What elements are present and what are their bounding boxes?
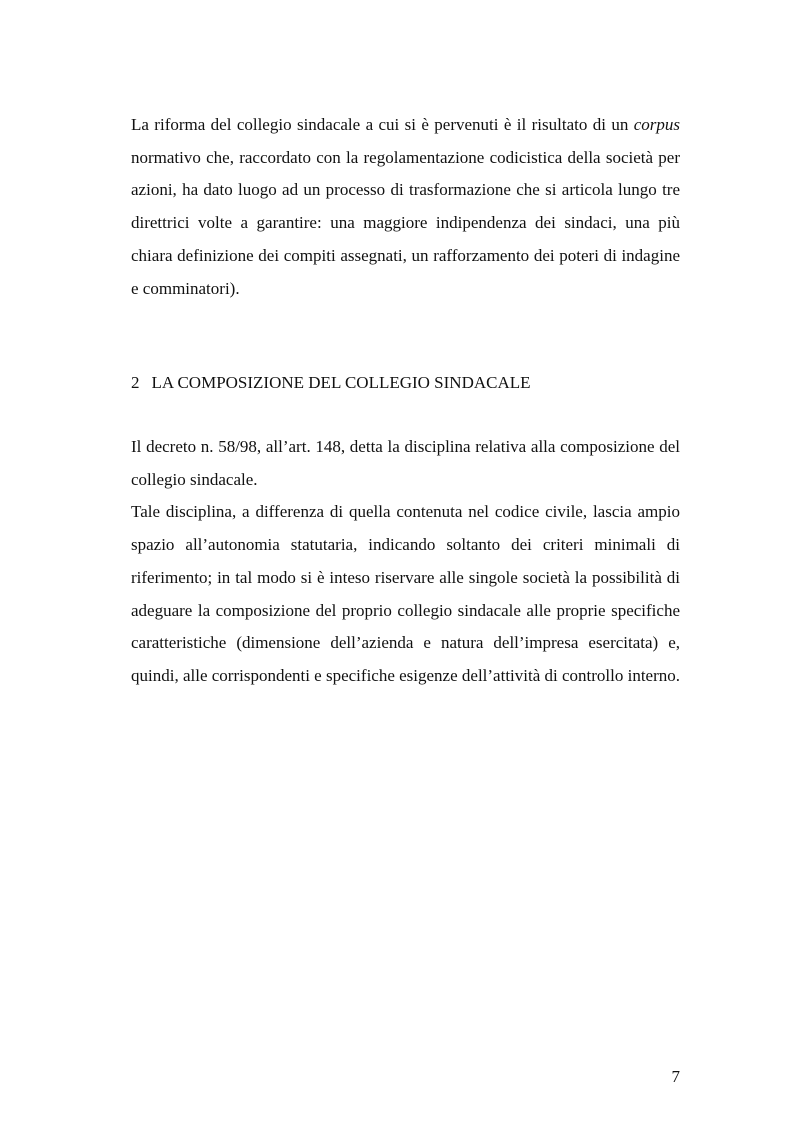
intro-text-end: normativo che, raccordato con la regolamentazione codicistica della società per azioni, ha dato luogo ad un processo di trasformazione che si articola lungo tre direttrici volte a garantire: una maggiore indipendenza dei sindaci, una più chiara definizione dei compiti assegnati, un rafforzamento dei poteri di indagine e comminatori). xyxy=(131,147,680,298)
composition-paragraph xyxy=(131,431,680,693)
composition-text-second: Tale disciplina, a differenza di quella contenuta nel codice civile, lascia ampio spazio all’autonomia statutaria, indicando soltanto dei criteri minimali di riferimento; in tal modo si è inteso riservare alle singole società la possibilità di adeguare la composizione del proprio collegio sindacale alle proprie specifiche caratteristiche (dimensione dell’azienda e natura dell’impresa esercitata) e, quindi, alle corrispondenti e specifiche esigenze dell’attività di controllo interno. xyxy=(131,502,681,685)
italic-term: corpus xyxy=(633,115,680,134)
page-number: 7 xyxy=(671,1067,680,1086)
intro-text-start: La riforma del collegio sindacale a cui si è pervenuti è il risultato di un xyxy=(131,115,634,134)
composition-text-first: Il decreto n. 58/98, all’art. 148, detta la disciplina relativa alla composizione del collegio sindacale. xyxy=(131,437,680,489)
section-title: LA COMPOSIZIONE DEL COLLEGIO SINDACALE xyxy=(151,373,531,392)
intro-paragraph xyxy=(131,109,680,305)
section-heading xyxy=(131,367,531,399)
section-number: 2 xyxy=(131,373,140,392)
